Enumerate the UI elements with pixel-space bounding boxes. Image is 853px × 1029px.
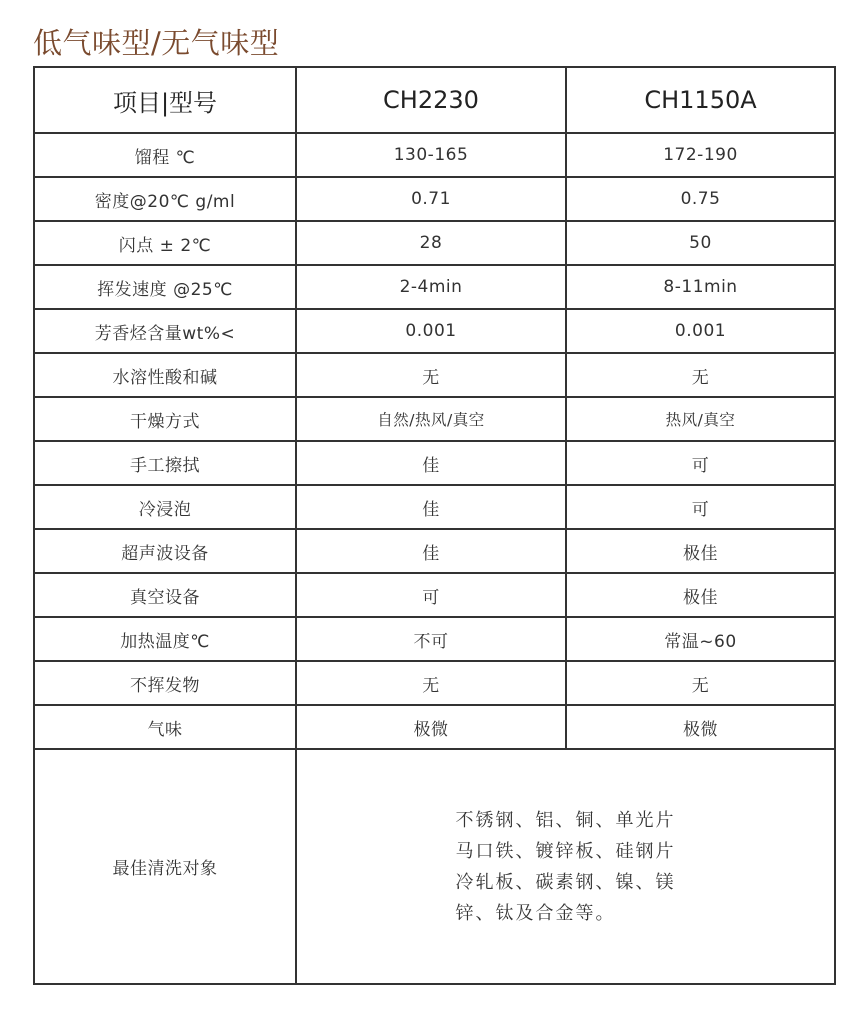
cell-ch1150a: 常温~60 — [566, 617, 835, 661]
row-label: 挥发速度 @25℃ — [34, 265, 296, 309]
table-row-density — [34, 177, 835, 221]
table-row-drying-method — [34, 397, 835, 441]
cell-ch2230: 佳 — [296, 485, 566, 529]
product-spec-table — [33, 66, 836, 985]
cell-ch2230: 佳 — [296, 529, 566, 573]
table-row-non-volatile — [34, 661, 835, 705]
best-targets-cell — [296, 749, 835, 984]
cell-ch2230: 2-4min — [296, 265, 566, 309]
best-targets-line: 冷轧板、碳素钢、镍、镁 — [455, 871, 676, 893]
table-row-aromatic-content — [34, 309, 835, 353]
table-row-vacuum-equipment — [34, 573, 835, 617]
row-label: 超声波设备 — [34, 529, 296, 573]
table-header-row — [34, 67, 835, 133]
row-label: 真空设备 — [34, 573, 296, 617]
row-label: 干燥方式 — [34, 397, 296, 441]
cell-ch1150a: 0.001 — [566, 309, 835, 353]
table-row-best-cleaning-targets — [34, 749, 835, 984]
table-row-flash-point — [34, 221, 835, 265]
cell-ch1150a: 无 — [566, 353, 835, 397]
page-title: 低气味型/无气味型 — [33, 26, 280, 61]
cell-ch2230: 佳 — [296, 441, 566, 485]
table-row-evaporation-rate — [34, 265, 835, 309]
cell-ch1150a: 8-11min — [566, 265, 835, 309]
row-label: 馏程 ℃ — [34, 133, 296, 177]
cell-ch1150a: 172-190 — [566, 133, 835, 177]
row-label: 手工擦拭 — [34, 441, 296, 485]
table-row-odor — [34, 705, 835, 749]
cell-ch2230: 自然/热风/真空 — [296, 397, 566, 441]
row-label: 闪点 ± 2℃ — [34, 221, 296, 265]
cell-ch1150a: 0.75 — [566, 177, 835, 221]
row-label: 最佳清洗对象 — [34, 749, 296, 984]
best-targets-line: 不锈钢、铝、铜、单光片 — [455, 809, 676, 831]
row-label: 气味 — [34, 705, 296, 749]
cell-ch1150a: 极佳 — [566, 529, 835, 573]
cell-ch2230: 不可 — [296, 617, 566, 661]
cell-ch2230: 无 — [296, 661, 566, 705]
row-label: 芳香烃含量wt%< — [34, 309, 296, 353]
cell-ch2230: 可 — [296, 573, 566, 617]
row-label: 不挥发物 — [34, 661, 296, 705]
row-label: 加热温度℃ — [34, 617, 296, 661]
cell-ch1150a: 无 — [566, 661, 835, 705]
cell-ch2230: 0.001 — [296, 309, 566, 353]
cell-ch2230: 极微 — [296, 705, 566, 749]
cell-ch2230: 无 — [296, 353, 566, 397]
table-row-heating-temperature — [34, 617, 835, 661]
cell-ch2230: 130-165 — [296, 133, 566, 177]
cell-ch2230: 28 — [296, 221, 566, 265]
cell-ch1150a: 极佳 — [566, 573, 835, 617]
header-ch1150a: CH1150A — [566, 67, 835, 133]
row-label: 密度@20℃ g/ml — [34, 177, 296, 221]
cell-ch1150a: 极微 — [566, 705, 835, 749]
header-item-model: 项目|型号 — [34, 67, 296, 133]
row-label: 水溶性酸和碱 — [34, 353, 296, 397]
cell-ch2230: 0.71 — [296, 177, 566, 221]
cell-ch1150a: 热风/真空 — [566, 397, 835, 441]
table-row-ultrasonic-equipment — [34, 529, 835, 573]
best-targets-text — [456, 805, 676, 929]
table-row-manual-wipe — [34, 441, 835, 485]
best-targets-line: 锌、钛及合金等。 — [455, 902, 616, 924]
cell-ch1150a: 可 — [566, 441, 835, 485]
header-ch2230: CH2230 — [296, 67, 566, 133]
cell-ch1150a: 50 — [566, 221, 835, 265]
best-targets-line: 马口铁、镀锌板、硅钢片 — [455, 840, 676, 862]
cell-ch1150a: 可 — [566, 485, 835, 529]
table-row-water-soluble-acid-base — [34, 353, 835, 397]
table-row-distillation-range — [34, 133, 835, 177]
row-label: 冷浸泡 — [34, 485, 296, 529]
table-row-cold-soak — [34, 485, 835, 529]
